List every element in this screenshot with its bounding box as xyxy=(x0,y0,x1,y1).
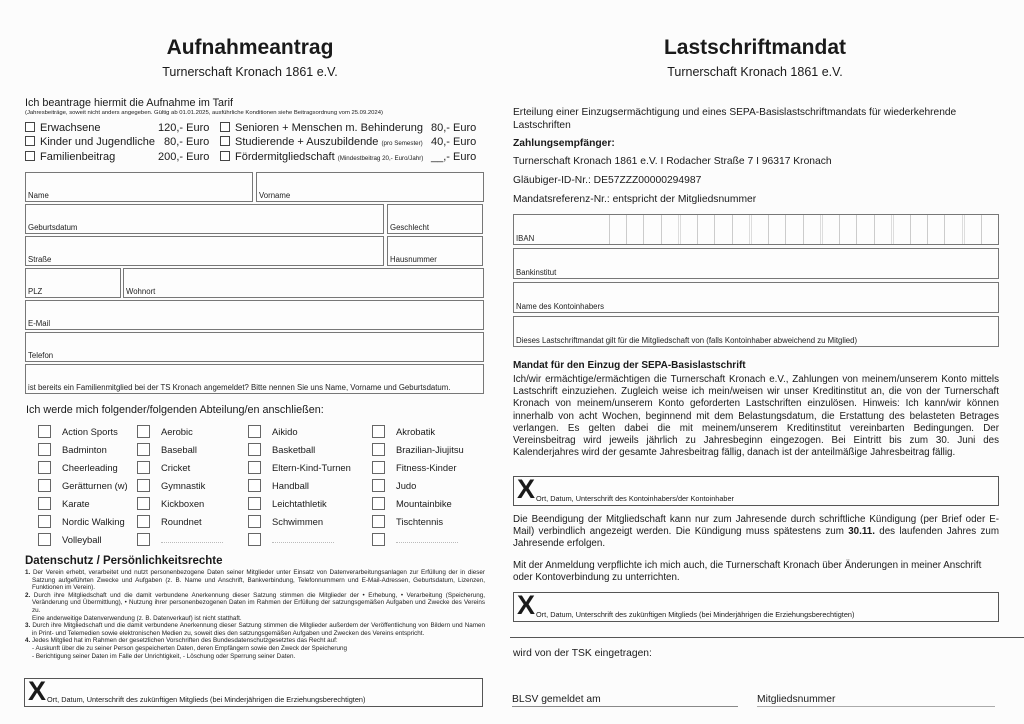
department-label: Badminton xyxy=(62,444,107,455)
iban-digit-cells xyxy=(609,215,998,244)
checkbox[interactable] xyxy=(372,497,385,510)
member-signature-field[interactable] xyxy=(513,592,999,622)
mandate-text: Ich/wir ermächtige/ermächtigen die Turnerschaft Kronach e.V., Zahlungen von meinem/unserem Konto mittels Lastschrift einzuziehen. Zugleich weise ich mein/weisen wir unser Kreditinstitut an, die von der Turnerschaft Kronach von meinem/unserem Konto geforderten Lastschriften einzulösen. Hinweis: Ich kann/wir können innerhalb von acht Wochen, beginnend mit dem Belastungsdatum, die Erstattung des belasteten Betrages verlangen. Es gelten dabei die mit meinem/unserem Kreditinstitut vereinbarten Bedingungen. Der Vereinsbeitrag wird jeweils jährlich zu Jahresbeginn eingezogen. Bei Eintritt bis zum 30. Juni des Kalenderjahres wird der gesamte Jahresbeitrag fällig, danach ist der anteilmäßige Jahresbeitrag fällig. xyxy=(513,374,999,459)
account-holder-field[interactable] xyxy=(513,282,999,313)
iban-digit-cell[interactable] xyxy=(697,215,714,244)
checkbox[interactable] xyxy=(248,461,261,474)
checkbox[interactable] xyxy=(38,425,51,438)
checkbox[interactable] xyxy=(38,479,51,492)
iban-digit-cell[interactable] xyxy=(874,215,891,244)
checkbox[interactable] xyxy=(137,425,150,438)
blank-write-in-line[interactable] xyxy=(161,542,223,543)
checkbox[interactable] xyxy=(372,461,385,474)
checkbox[interactable] xyxy=(25,151,35,161)
department-label: Aikido xyxy=(272,426,298,437)
tarif-note: (Jahresbeiträge, soweit nicht anders angegeben. Gültig ab 01.01.2025, ausführliche Konditionen siehe Beitragsordnung vom 25.09.2024) xyxy=(25,110,383,116)
signature-x-icon: X xyxy=(517,590,536,620)
checkbox[interactable] xyxy=(137,515,150,528)
checkbox[interactable] xyxy=(220,151,230,161)
checkbox[interactable] xyxy=(38,515,51,528)
member-signature-field[interactable] xyxy=(24,678,483,707)
price: 80,- Euro xyxy=(164,136,210,148)
termination-text xyxy=(513,514,999,551)
field-label: Geburtsdatum xyxy=(28,223,78,232)
mandate-reference: Mandatsreferenz-Nr.: entspricht der Mitgliedsnummer xyxy=(513,194,757,205)
checkbox[interactable] xyxy=(248,479,261,492)
department-label: Mountainbike xyxy=(396,498,452,509)
iban-digit-cell[interactable] xyxy=(910,215,927,244)
bank-field[interactable] xyxy=(513,248,999,279)
checkbox[interactable] xyxy=(220,136,230,146)
iban-digit-cell[interactable] xyxy=(732,215,749,244)
item-text: Durch ihre Mitgliedschaft und die damit verbundene Anerkennung dieser Satzung stimmen die Mitglieder der • Erhebung, • Verarbeitung (Speicherung, Veränderung und Übermittlung), • Nutzung ihrer personenbezogenen Daten im Rahmen der Erfüllung der satzungsgemäßen Aufgaben und Zwecke des Vereins zu. xyxy=(32,591,485,614)
termination-date: 30.11. xyxy=(848,526,875,538)
tarif-option-senioren[interactable] xyxy=(220,122,423,134)
field-label: E-Mail xyxy=(28,319,51,328)
field-label: Straße xyxy=(28,255,52,264)
option-label: Erwachsene xyxy=(40,122,101,134)
checkbox[interactable] xyxy=(372,443,385,456)
iban-field[interactable] xyxy=(513,214,999,245)
signature-label: Ort, Datum, Unterschrift des zukünftigen Mitglieds (bei Minderjährigen die Erziehungsberechtigten) xyxy=(47,695,366,704)
field-label: IBAN xyxy=(516,234,535,243)
department-label: Tischtennis xyxy=(396,516,444,527)
checkbox[interactable] xyxy=(248,497,261,510)
field-label: Mitgliedsnummer xyxy=(757,694,836,705)
field-label: Name xyxy=(28,191,49,200)
tarif-option-familie[interactable] xyxy=(25,151,115,163)
department-label: Schwimmen xyxy=(272,516,324,527)
blsv-reported-field[interactable] xyxy=(512,694,738,707)
department-label: Roundnet xyxy=(161,516,202,527)
iban-digit-cell[interactable] xyxy=(661,215,678,244)
checkbox[interactable] xyxy=(372,479,385,492)
checkbox[interactable] xyxy=(137,479,150,492)
iban-digit-cell[interactable] xyxy=(856,215,873,244)
geburtsdatum-field[interactable] xyxy=(25,204,384,234)
checkbox[interactable] xyxy=(137,533,150,546)
recipient-heading: Zahlungsempfänger: xyxy=(513,138,615,149)
department-label: Nordic Walking xyxy=(62,516,125,527)
checkbox[interactable] xyxy=(137,443,150,456)
department-label: Gerätturnen (w) xyxy=(62,480,128,491)
vorname-field[interactable] xyxy=(256,172,484,202)
account-holder-signature-field[interactable] xyxy=(513,476,999,506)
page-title: Aufnahmeantrag xyxy=(166,36,334,59)
department-label: Handball xyxy=(272,480,310,491)
iban-digit-cell[interactable] xyxy=(891,215,910,244)
checkbox[interactable] xyxy=(372,515,385,528)
mandate-heading: Mandat für den Einzug der SEPA-Basislastschrift xyxy=(513,360,746,371)
datenschutz-heading: Datenschutz / Persönlichkeitsrechte xyxy=(25,555,223,567)
iban-digit-cell[interactable] xyxy=(839,215,856,244)
bullet: - Auskunft über die zu seiner Person gespeicherten Daten, deren Empfängern sowie den Zweck der Speicherung xyxy=(32,644,348,652)
field-label: Hausnummer xyxy=(390,255,437,264)
hausnummer-field[interactable] xyxy=(387,236,483,266)
datenschutz-text xyxy=(25,569,485,660)
checkbox[interactable] xyxy=(372,533,385,546)
field-label: Telefon xyxy=(28,351,54,360)
department-label: Cheerleading xyxy=(62,462,118,473)
tarif-option-erwachsene[interactable] xyxy=(25,122,101,134)
plz-field[interactable] xyxy=(25,268,121,298)
item-text: Jedes Mitglied hat im Rahmen der gesetzlichen Vorschriften des Bundesdatenschutzgesetztes das Recht auf: xyxy=(32,637,338,645)
checkbox[interactable] xyxy=(137,497,150,510)
tarif-option-studierende[interactable] xyxy=(220,136,423,148)
signature-x-icon: X xyxy=(28,676,47,706)
field-label: Dieses Lastschriftmandat gilt für die Mitgliedschaft von (falls Kontoinhaber abweichend zu Mitglied) xyxy=(516,336,858,345)
tarif-option-kinder[interactable] xyxy=(25,136,155,148)
option-label: Studierende + Auszubildende xyxy=(235,136,379,148)
iban-digit-cell[interactable] xyxy=(768,215,785,244)
department-label: Judo xyxy=(396,480,417,491)
field-label: Geschlecht xyxy=(390,223,430,232)
department-label: Leichtathletik xyxy=(272,498,327,509)
option-note: (Mindestbeitrag 20,- Euro/Jahr) xyxy=(337,155,424,162)
iban-digit-cell[interactable] xyxy=(749,215,768,244)
club-name: Turnerschaft Kronach 1861 e.V. xyxy=(667,65,843,79)
signature-label: Ort, Datum, Unterschrift des Kontoinhabers/der Kontoinhaber xyxy=(536,494,734,503)
item-text: Durch ihre Mitgliedschaft und die damit verbundene Anerkennung dieser Satzung stimmen die Mitglieder außerdem der Veröffentlichung von Bildern und Namen in Print- und Telemedien sowie elektronischen Medien zu, soweit dies den satzungsgemäßen Aufgaben und Zwecken des Vereins entspricht. xyxy=(32,622,486,637)
option-note: (pro Semester) xyxy=(381,140,423,147)
department-label: Karate xyxy=(62,498,90,509)
checkbox[interactable] xyxy=(248,443,261,456)
email-field[interactable] xyxy=(25,300,484,330)
iban-digit-cell[interactable] xyxy=(820,215,839,244)
checkbox[interactable] xyxy=(38,533,51,546)
item-text: Der Verein erhebt, verarbeitet und nutzt personenbezogene Daten seiner Mitglieder unter Einsatz von Datenverarbeitungsanlagen zur Erfüllung der in dieser Satzung aufgeführten Zwecke und Aufgaben (z. B. Name und Anschrift, Bankverbindung, Telefonnummern und E-Mail-Adressen, Geburtsdatum, Lizenzen, Funktionen im Verein). xyxy=(32,569,486,592)
termination-pre: Die Beendigung der Mitgliedschaft kann nur zum Jahresende durch schriftliche Kündigung (per Brief oder E-Mail) verbindlich angezeigt werden. Die Kündigung muss spätestens zum xyxy=(513,514,999,538)
iban-digit-cell[interactable] xyxy=(944,215,961,244)
checkbox[interactable] xyxy=(220,122,230,132)
iban-digit-cell[interactable] xyxy=(962,215,981,244)
department-label: Basketball xyxy=(272,444,316,455)
iban-digit-cell[interactable] xyxy=(714,215,731,244)
department-label: Action Sports xyxy=(62,426,118,437)
signature-label: Ort, Datum, Unterschrift des zukünftigen Mitglieds (bei Minderjährigen die Erziehungsberechtigten) xyxy=(536,610,855,619)
membership-application-page xyxy=(0,0,500,724)
checkbox[interactable] xyxy=(38,461,51,474)
office-divider xyxy=(510,637,1024,638)
signature-x-icon: X xyxy=(517,474,536,504)
bullet: - Berichtigung seiner Daten im Falle der Unrichtigkeit, - Löschung oder Sperrung seiner Daten. xyxy=(32,652,296,660)
field-label: PLZ xyxy=(28,287,43,296)
field-label: Bankinstitut xyxy=(516,268,557,277)
price: 40,- Euro xyxy=(431,136,477,148)
iban-digit-cell[interactable] xyxy=(803,215,820,244)
office-heading: wird von der TSK eingetragen: xyxy=(513,648,652,659)
department-label: Fitness-Kinder xyxy=(396,462,457,473)
field-label: ist bereits ein Familienmitglied bei der TS Kronach angemeldet? Bitte nennen Sie uns Name, Vorname und Geburtsdatum. xyxy=(28,383,451,392)
recipient-address: Turnerschaft Kronach 1861 e.V. I Rodacher Straße 7 I 96317 Kronach xyxy=(513,156,832,167)
department-label: Baseball xyxy=(161,444,197,455)
item-extra: Eine anderweitige Datenverwendung (z. B. Datenverkauf) ist nicht statthaft. xyxy=(32,614,242,622)
item-number: 3. xyxy=(25,622,31,630)
creditor-id: Gläubiger-ID-Nr.: DE57ZZZ00000294987 xyxy=(513,175,702,186)
iban-digit-cell[interactable] xyxy=(785,215,802,244)
checkbox[interactable] xyxy=(38,443,51,456)
field-label: Vorname xyxy=(259,191,291,200)
department-label: Aerobic xyxy=(161,426,193,437)
geschlecht-field[interactable] xyxy=(387,204,483,234)
price: __,- Euro xyxy=(431,151,477,163)
wohnort-field[interactable] xyxy=(123,268,484,298)
member-number-field[interactable] xyxy=(757,694,995,707)
club-name: Turnerschaft Kronach 1861 e.V. xyxy=(162,65,338,79)
blank-write-in-line[interactable] xyxy=(396,542,458,543)
option-label: Kinder und Jugendliche xyxy=(40,136,155,148)
iban-digit-cell[interactable] xyxy=(927,215,944,244)
department-label: Cricket xyxy=(161,462,191,473)
checkbox[interactable] xyxy=(25,122,35,132)
option-label: Familienbeitrag xyxy=(40,151,116,163)
checkbox[interactable] xyxy=(372,425,385,438)
page-title: Lastschriftmandat xyxy=(663,36,847,59)
iban-digit-cell[interactable] xyxy=(981,215,998,244)
checkbox[interactable] xyxy=(137,461,150,474)
blank-write-in-line[interactable] xyxy=(272,542,334,543)
tarif-option-foerder[interactable] xyxy=(220,151,423,163)
item-number: 2. xyxy=(25,591,31,599)
option-label: Fördermitgliedschaft xyxy=(235,151,335,163)
price: 80,- Euro xyxy=(431,122,477,134)
item-number: 1. xyxy=(25,569,31,576)
department-label: Kickboxen xyxy=(161,498,205,509)
obligation-text: Mit der Anmeldung verpflichte ich mich auch, die Turnerschaft Kronach über Änderungen in meiner Anschrift oder Kontoverbindung zu unterrichten. xyxy=(513,560,982,584)
field-label: BLSV gemeldet am xyxy=(512,694,601,705)
item-number: 4. xyxy=(25,637,31,645)
membership-of-field[interactable] xyxy=(513,316,999,347)
department-label: Volleyball xyxy=(62,534,102,545)
department-label: Eltern-Kind-Turnen xyxy=(272,462,351,473)
department-label: Akrobatik xyxy=(396,426,436,437)
price: 120,- Euro xyxy=(158,122,210,134)
strasse-field[interactable] xyxy=(25,236,384,266)
option-label: Senioren + Menschen m. Behinderung xyxy=(235,122,424,134)
department-label: Brazilian-Jiujitsu xyxy=(396,444,464,455)
price: 200,- Euro xyxy=(158,151,210,163)
checkbox[interactable] xyxy=(248,425,261,438)
departments-heading: Ich werde mich folgender/folgenden Abteilung/en anschließen: xyxy=(26,404,324,416)
field-label: Name des Kontoinhabers xyxy=(516,302,604,311)
familienmitglied-field[interactable] xyxy=(25,364,484,394)
tarif-heading: Ich beantrage hiermit die Aufnahme im Tarif xyxy=(25,97,234,109)
field-label: Wohnort xyxy=(126,287,156,296)
direct-debit-mandate-page xyxy=(500,0,1024,724)
department-label: Gymnastik xyxy=(161,480,206,491)
checkbox[interactable] xyxy=(248,515,261,528)
termination-post: des laufenden Jahres zum Jahresende erfolgen. xyxy=(513,526,999,550)
iban-digit-cell[interactable] xyxy=(643,215,660,244)
iban-digit-cell[interactable] xyxy=(609,215,626,244)
telefon-field[interactable] xyxy=(25,332,484,362)
checkbox[interactable] xyxy=(25,136,35,146)
checkbox[interactable] xyxy=(38,497,51,510)
iban-digit-cell[interactable] xyxy=(626,215,643,244)
checkbox[interactable] xyxy=(248,533,261,546)
name-field[interactable] xyxy=(25,172,253,202)
iban-digit-cell[interactable] xyxy=(678,215,697,244)
mandate-intro: Erteilung einer Einzugsermächtigung und eines SEPA-Basislastschriftmandats für wiederkehrende Lastschriften xyxy=(513,107,957,131)
